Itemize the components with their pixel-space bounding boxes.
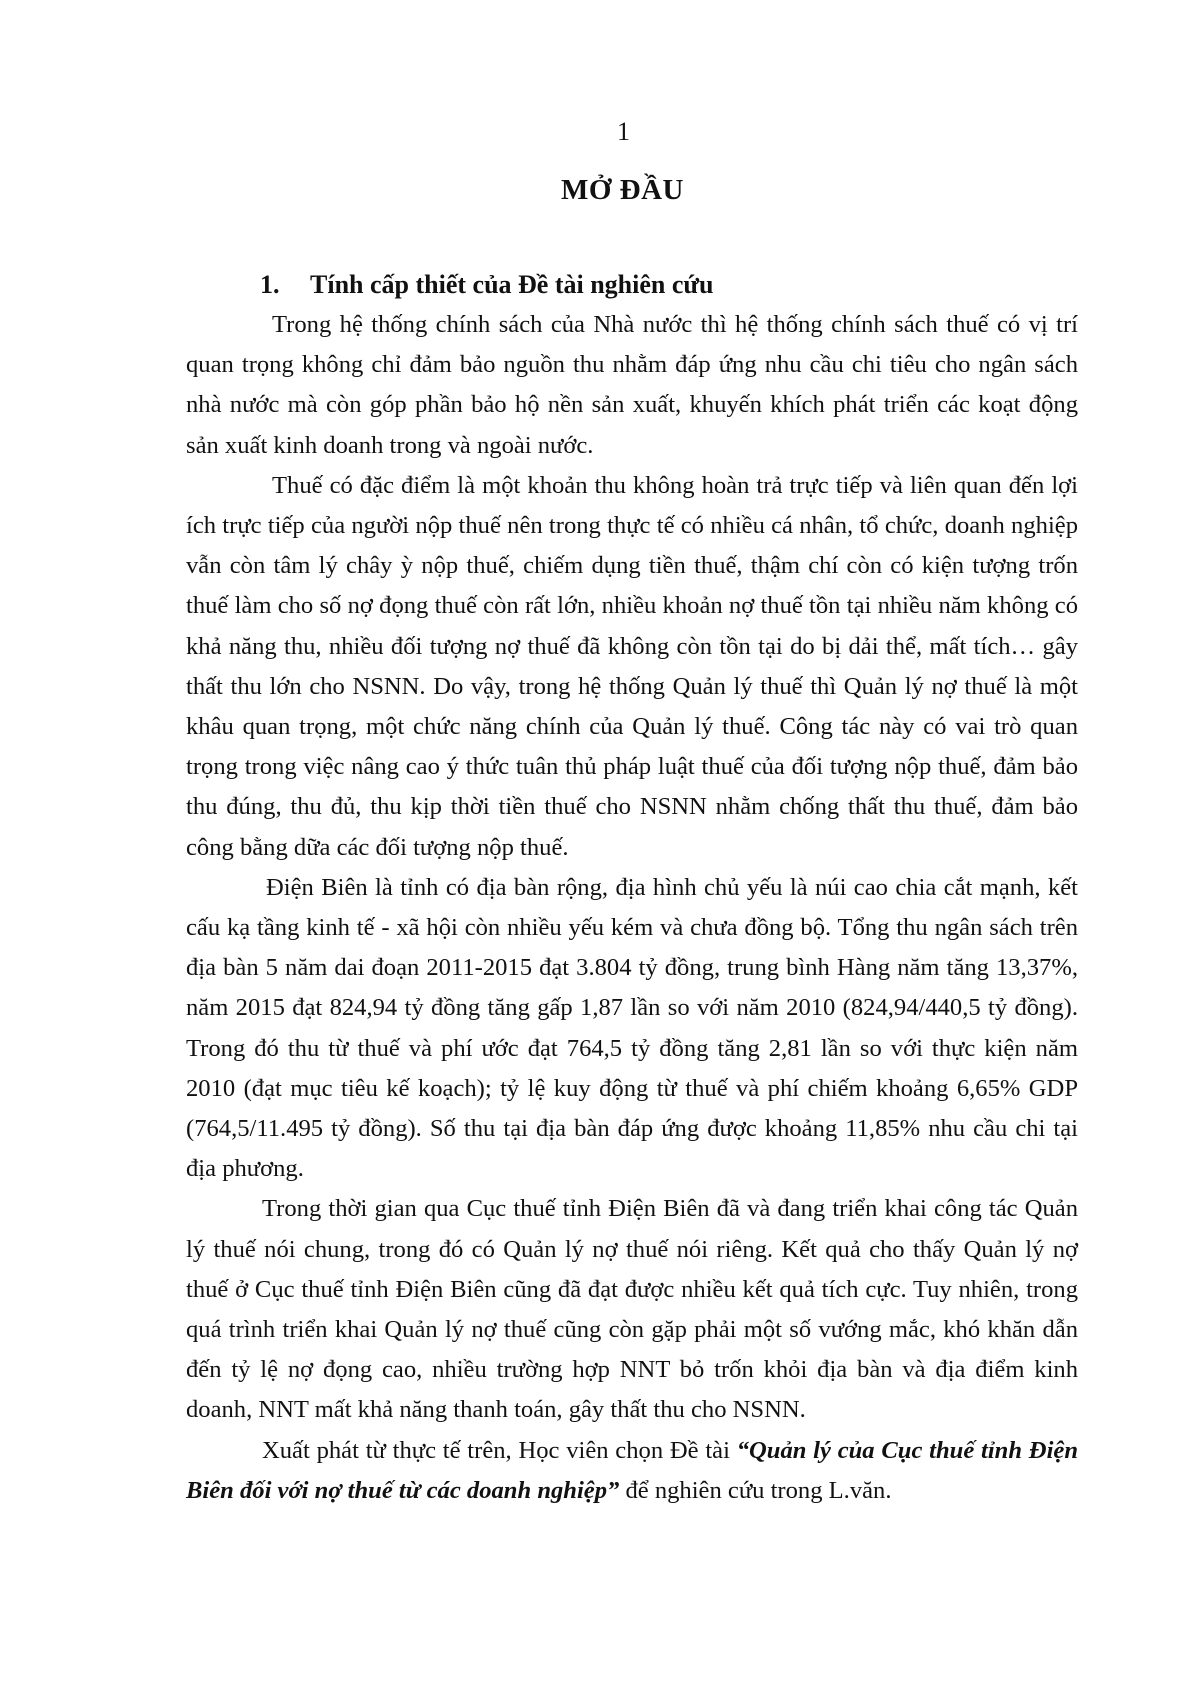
section-number: 1.: [260, 270, 280, 299]
paragraph-dien-bien: Điện Biên là tỉnh có địa bàn rộng, địa hình chủ yếu là núi cao chia cắt mạnh, kết cấu kạ tầng kinh tế - xã hội còn nhiều yếu kém và chưa đồng bộ. Tổng thu ngân sách trên địa bàn 5 năm dai đoạn 2011-2015 đạt 3.804 tỷ đồng, trung bình Hàng năm tăng 13,37%, năm 2015 đạt 824,94 tỷ đồng tăng gấp 1,87 lần so với năm 2010 (824,94/440,5 tỷ đồng). Trong đó thu từ thuế và phí ước đạt 764,5 tỷ đồng tăng 2,81 lần so với thực kiện năm 2010 (đạt mục tiêu kế koạch); tỷ lệ kuy động từ thuế và phí chiếm khoảng 6,65% GDP (764,5/11.495 tỷ đồng). Số thu tại địa bàn đáp ứng được khoảng 11,85% nhu cầu chi tại địa phương.: [186, 873, 1078, 1183]
paragraph-tax-debt: Thuế có đặc điểm là một khoản thu không hoàn trả trực tiếp và liên quan đến lợi ích trực tiếp của người nộp thuế nên trong thực tế có nhiều cá nhân, tổ chức, doanh nghiệp vẫn còn tâm lý chây ỳ nộp thuế, chiếm dụng tiền thuế, thậm chí còn có kiện tượng trốn thuế làm cho số nợ đọng thuế còn rất lớn, nhiều khoản nợ thuế tồn tại nhiều năm không có khả năng thu, nhiều đối tượng nợ thuế đã không còn tồn tại do bị dải thể, mất tích… gây thất thu lớn cho NSNN. Do vậy, trong hệ thống Quản lý thuế thì Quản lý nợ thuế là một khâu quan trọng, một chức năng chính của Quản lý thuế. Công tác này có vai trò quan trọng trong việc nâng cao ý thức tuân thủ pháp luật thuế của đối tượng nộp thuế, đảm bảo thu đúng, thu đủ, thu kịp thời tiền thuế cho NSNN nhằm chống thất thu thuế, đảm bảo công bằng dữa các đối tượng nộp thuế.: [186, 471, 1078, 861]
topic-outro-text: để nghiên cứu trong L.văn.: [619, 1476, 892, 1504]
paragraph-topic-selection: [186, 1431, 1078, 1511]
topic-title: “Quản lý của Cục thuế tỉnh Điện Biên đối với nợ thuế từ các doanh nghiệp”: [186, 1436, 1078, 1504]
paragraph-tax-policy: Trong hệ thống chính sách của Nhà nước thì hệ thống chính sách thuế có vị trí quan trọng không chỉ đảm bảo nguồn thu nhằm đáp ứng nhu cầu chi tiêu cho ngân sách nhà nước mà còn góp phần bảo hộ nền sản xuất, khuyến khích phát triển các koạt động sản xuất kinh doanh trong và ngoài nước.: [186, 311, 1078, 459]
paragraph-tax-department: Trong thời gian qua Cục thuế tỉnh Điện Biên đã và đang triển khai công tác Quản lý thuế nói chung, trong đó có Quản lý nợ thuế nói riêng. Kết quả cho thấy Quản lý nợ thuế ở Cục thuế tỉnh Điện Biên cũng đã đạt được nhiều kết quả tích cực. Tuy nhiên, trong quá trình triển khai Quản lý nợ thuế cũng còn gặp phải một số vướng mắc, khó khăn dẫn đến tỷ lệ nợ đọng cao, nhiều trường hợp NNT bỏ trốn khỏi địa bàn và địa điểm kinh doanh, NNT mất khả năng thanh toán, gây thất thu cho NSNN.: [186, 1195, 1078, 1424]
section-title: Tính cấp thiết của Đề tài nghiên cứu: [310, 270, 714, 299]
section-heading: [260, 268, 713, 302]
page-number: 1: [617, 117, 630, 146]
topic-intro-text: Xuất phát từ thực tế trên, Học viên chọn Đề tài: [262, 1436, 737, 1464]
body-text: [186, 305, 1078, 1511]
chapter-title: MỞ ĐẦU: [560, 174, 684, 206]
